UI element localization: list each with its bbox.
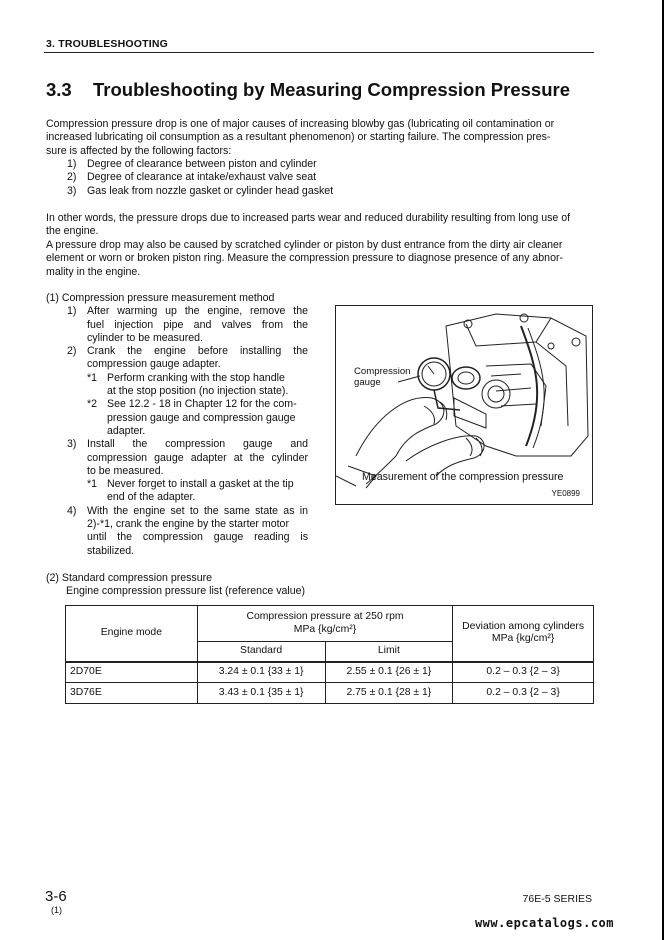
step-line: 1) After warming up the engine, remove the xyxy=(67,305,308,318)
step-line: fuel injection pipe and valves from the xyxy=(87,318,308,331)
step-line: stabilized. xyxy=(87,544,135,557)
figure-code: YE0899 xyxy=(551,489,580,498)
watermark: www.epcatalogs.com xyxy=(474,916,614,930)
step-note: *2 See 12.2 - 18 in Chapter 12 for the com- xyxy=(87,398,297,411)
standard-heading: (2) Standard compression pressure Engine compression pressure list (reference value) xyxy=(46,572,306,598)
compression-table xyxy=(65,605,594,704)
wear-paragraph xyxy=(46,212,594,279)
step-note: *1 Never forget to install a gasket at the tip xyxy=(87,478,294,491)
step-note: at the stop position (no injection state). xyxy=(107,385,289,398)
step-note: pression gauge and compression gauge xyxy=(107,411,296,424)
intro-line: sure is affected by the following factors: xyxy=(46,144,232,157)
step-line: to be measured. xyxy=(87,464,164,477)
col-deviation: Deviation among cylinders MPa {kg/cm²} xyxy=(453,606,594,662)
step-line: until the compression gauge reading is xyxy=(87,531,308,544)
cell-limit: 2.55 ± 0.1 {26 ± 1} xyxy=(325,662,453,683)
cell-deviation: 0.2 – 0.3 {2 – 3} xyxy=(453,683,594,704)
paragraph-line: the engine. xyxy=(46,225,99,238)
intro-line: increased lubricating oil consumption as a resultant phenomenon) or starting failure. The compression pres- xyxy=(46,131,551,144)
list-item: 1) Degree of clearance between piston and cylinder xyxy=(67,158,317,170)
step-line: cylinder to be measured. xyxy=(87,331,204,344)
table-row xyxy=(66,683,594,704)
cell-limit: 2.75 ± 0.1 {28 ± 1} xyxy=(325,683,453,704)
header-rule xyxy=(44,52,594,53)
step-line: compression gauge adapter at the cylinder xyxy=(87,451,308,464)
intro-line: Compression pressure drop is one of major causes of increasing blowby gas (lubricating oil contamination or xyxy=(46,118,555,130)
paragraph-line: In other words, the pressure drops due to increased parts wear and reduced durability resulting from long use of xyxy=(46,212,571,224)
series-label: 76E-5 SERIES xyxy=(522,893,592,905)
compression-gauge-figure xyxy=(335,305,593,505)
step-line: 2)-*1, crank the engine by the starter motor xyxy=(87,518,289,531)
page-number: 3-6 xyxy=(45,888,67,905)
cell-mode: 2D70E xyxy=(66,662,198,683)
paragraph-line: element or worn or broken piston ring. Measure the compression pressure to diagnose presence of any abnor- xyxy=(46,252,564,265)
col-engine-mode: Engine mode xyxy=(66,606,198,662)
cell-standard: 3.43 ± 0.1 {35 ± 1} xyxy=(197,683,325,704)
cell-deviation: 0.2 – 0.3 {2 – 3} xyxy=(453,662,594,683)
list-item: 3) Gas leak from nozzle gasket or cylinder head gasket xyxy=(67,184,334,197)
intro-paragraph xyxy=(46,118,594,158)
figure-caption: Measurement of the compression pressure xyxy=(362,471,564,483)
step-line: 2) Crank the engine before installing the xyxy=(67,345,308,358)
gauge-label: Compression gauge xyxy=(354,366,411,388)
step-line: 3) Install the compression gauge and xyxy=(67,438,308,451)
step-note: *1 Perform cranking with the stop handle xyxy=(87,371,285,384)
page-sub-number: (1) xyxy=(51,905,62,915)
step-line: 4) With the engine set to the same state as in xyxy=(67,504,308,517)
col-standard: Standard xyxy=(197,642,325,662)
list-item: 2) Degree of clearance at intake/exhaust valve seat xyxy=(67,171,317,184)
paragraph-line: A pressure drop may also be caused by scratched cylinder or piston by dust entrance from the dirty air cleaner xyxy=(46,238,563,251)
section-title: Troubleshooting by Measuring Compression Pressure xyxy=(93,79,570,100)
section-heading xyxy=(46,79,570,101)
col-compression-pressure: Compression pressure at 250 rpm MPa {kg/cm²} xyxy=(197,606,453,642)
chapter-header: 3. TROUBLESHOOTING xyxy=(46,38,169,50)
cell-standard: 3.24 ± 0.1 {33 ± 1} xyxy=(197,662,325,683)
section-number: 3.3 xyxy=(46,79,72,100)
measurement-method xyxy=(46,292,308,558)
step-note: adapter. xyxy=(107,424,146,437)
method-heading: (1) Compression pressure measurement method xyxy=(46,292,275,304)
step-note: end of the adapter. xyxy=(107,491,196,504)
step-line: compression gauge adapter. xyxy=(87,358,221,371)
table-row xyxy=(66,662,594,683)
col-limit: Limit xyxy=(325,642,453,662)
paragraph-line: mality in the engine. xyxy=(46,265,141,278)
cell-mode: 3D76E xyxy=(66,683,198,704)
factor-list xyxy=(67,158,333,198)
